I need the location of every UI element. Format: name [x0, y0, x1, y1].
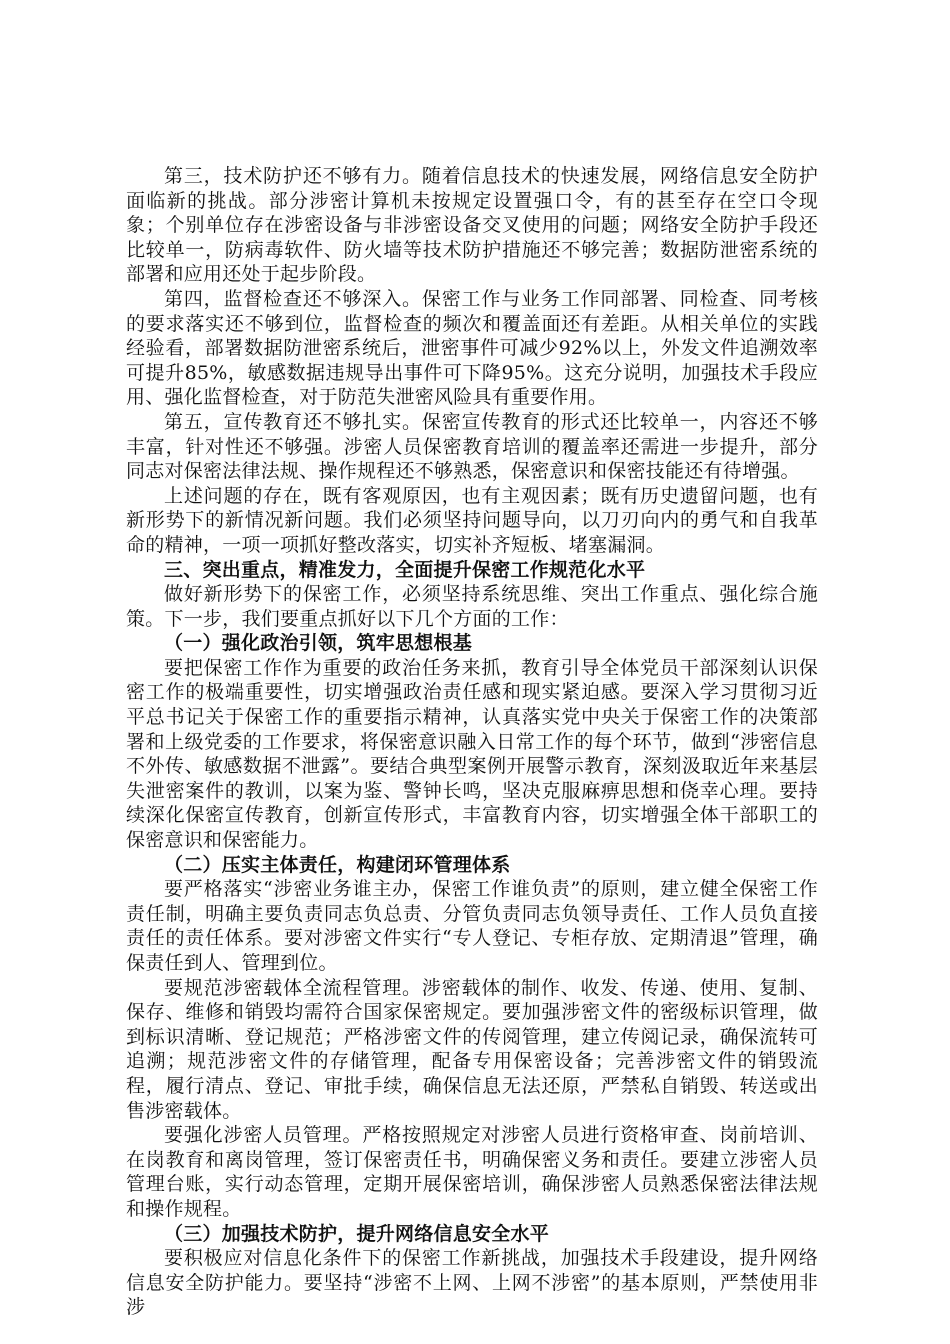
- paragraph-tech-protection: 第三，技术防护还不够有力。随着信息技术的快速发展，网络信息安全防护面临新的挑战。部分涉密计算机未按规定设置强口令，有的甚至存在空口令现象；个别单位存在涉密设备与非涉密设备交叉使用的问题；网络安全防护手段还比较单一，防病毒软件、防火墙等技术防护措施还不够完善；数据防泄密系统的部署和应用还处于起步阶段。: [126, 165, 818, 286]
- paragraph-personnel-management: 要强化涉密人员管理。严格按照规定对涉密人员进行资格审查、岗前培训、在岗教育和离岗管理，签订保密责任书，明确保密义务和责任。要建立涉密人员管理台账，实行动态管理，定期开展保密培训，确保涉密人员熟悉保密法律法规和操作规程。: [126, 1124, 818, 1220]
- subheading-2: （二）压实主体责任，构建闭环管理体系: [164, 853, 511, 876]
- paragraph-supervision: 第四，监督检查还不够深入。保密工作与业务工作同部署、同检查、同考核的要求落实还不够到位，监督检查的频次和覆盖面还有差距。从相关单位的实践经验看，部署数据防泄密系统后，泄密事件可减少92%以上，外发文件追溯效率可提升85%，敏感数据违规导出事件可下降95%。这充分说明，加强技术手段应用、强化监督检查，对于防范失泄密风险具有重要作用。: [126, 287, 818, 409]
- section-heading-3: 三、突出重点，精准发力，全面提升保密工作规范化水平: [164, 558, 646, 581]
- document-body: [126, 164, 818, 1320]
- paragraph-political-guidance: 要把保密工作作为重要的政治任务来抓，教育引导全体党员干部深刻认识保密工作的极端重要性，切实增强政治责任感和现实紧迫感。要深入学习贯彻习近平总书记关于保密工作的重要指示精神，认真落实党中央关于保密工作的决策部署和上级党委的工作要求，将保密意识融入日常工作的每个环节，做到“涉密信息不外传、敏感数据不泄露”。要结合典型案例开展警示教育，深刻汲取近年来基层失泄密案件的教训，以案为鉴、警钟长鸣，坚决克服麻痹思想和侥幸心理。要持续深化保密宣传教育，创新宣传形式，丰富教育内容，切实增强全体干部职工的保密意识和保密能力。: [126, 656, 818, 852]
- paragraph-problems-summary: 上述问题的存在，既有客观原因，也有主观因素；既有历史遗留问题，也有新形势下的新情况新问题。我们必须坚持问题导向，以刀刃向内的勇气和自我革命的精神，一项一项抓好整改落实，切实补齐短板、堵塞漏洞。: [126, 484, 818, 556]
- subheading-1: （一）强化政治引领，筑牢思想根基: [164, 632, 473, 655]
- subheading-3: （三）加强技术防护，提升网络信息安全水平: [164, 1222, 550, 1245]
- paragraph-technical-defense: 要积极应对信息化条件下的保密工作新挑战，加强技术手段建设，提升网络信息安全防护能力。要坚持“涉密不上网、上网不涉密”的基本原则，严禁使用非涉: [126, 1247, 818, 1319]
- paragraph-publicity: 第五，宣传教育还不够扎实。保密宣传教育的形式还比较单一，内容还不够丰富，针对性还不够强。涉密人员保密教育培训的覆盖率还需进一步提升，部分同志对保密法律法规、操作规程还不够熟悉，保密意识和保密技能还有待增强。: [126, 410, 818, 483]
- paragraph-section-intro: 做好新形势下的保密工作，必须坚持系统思维、突出工作重点、强化综合施策。下一步，我们要重点抓好以下几个方面的工作：: [126, 583, 818, 630]
- paragraph-carrier-management: 要规范涉密载体全流程管理。涉密载体的制作、收发、传递、使用、复制、保存、维修和销毁均需符合国家保密规定。要加强涉密文件的密级标识管理，做到标识清晰、登记规范；严格涉密文件的传阅管理，建立传阅记录，确保流转可追溯；规范涉密文件的存储管理，配备专用保密设备；完善涉密文件的销毁流程，履行清点、登记、审批手续，确保信息无法还原，严禁私自销毁、转送或出售涉密载体。: [126, 976, 818, 1122]
- paragraph-responsibility: 要严格落实“涉密业务谁主办，保密工作谁负责”的原则，建立健全保密工作责任制，明确主要负责同志负总责、分管负责同志负领导责任、工作人员负直接责任的责任体系。要对涉密文件实行“专人登记、专柜存放、定期清退”管理，确保责任到人、管理到位。: [126, 878, 818, 974]
